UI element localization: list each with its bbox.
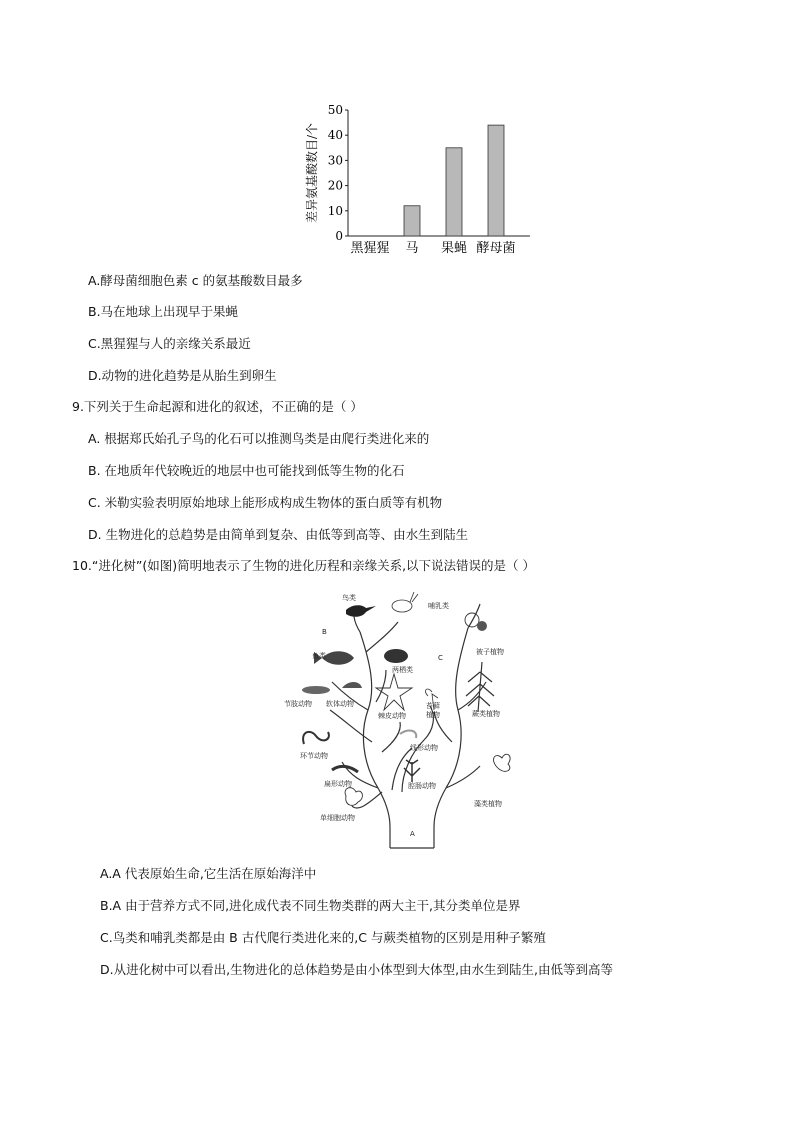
q8-option-d: D.动物的进化趋势是从胎生到卵生 [88,368,277,383]
evolution-tree-figure [282,592,544,850]
label-bird: 鸟类 [342,594,356,602]
label-angiosperm: 被子植物 [476,648,504,656]
chart-y-tick-label: 0 [335,229,343,243]
chart-x-tick-label: 酵母菌 [476,241,516,256]
label-flatworm: 扁形动物 [324,780,352,788]
q10-option-b: B.A 由于营养方式不同,进化成代表不同生物类群的两大主干,其分类单位是界 [100,898,521,913]
label-fern: 蕨类植物 [472,710,500,718]
q8-option-a: A.酵母菌细胞色素 c 的氨基酸数目最多 [88,273,303,288]
q9-option-b: B. 在地质年代较晚近的地层中也可能找到低等生物的化石 [88,463,405,478]
label-algae: 藻类植物 [474,800,502,808]
label-annelid: 环节动物 [300,752,328,760]
chart-bar [446,148,462,236]
label-echinoderm: 棘皮动物 [378,712,406,720]
chart-y-tick-label: 40 [327,128,343,143]
chart-y-tick-label: 10 [327,203,343,218]
chart-x-tick-label: 果蝇 [440,241,468,256]
chart-y-tick-label: 20 [327,178,343,193]
label-arthropod: 节肢动物 [284,700,312,708]
rabbit-icon [392,592,418,612]
q10-stem: 10.“进化树”(如图)简明地表示了生物的进化历程和亲缘关系,以下说法错误的是（ ） [72,558,536,573]
amino-acid-bar-chart [290,98,516,268]
label-moss-2: 植物 [426,711,440,719]
chart-y-tick-label: 50 [327,103,343,117]
label-fish: 鱼类 [312,652,326,660]
coral-icon [404,760,420,782]
q9-option-d: D. 生物进化的总趋势是由简单到复杂、由低等到高等、由水生到陆生 [88,527,469,542]
label-amphibian: 两栖类 [392,666,413,674]
fern-icon [466,662,494,712]
chart-bar [488,125,504,236]
label-mollusc: 软体动物 [326,700,354,708]
bird-icon [346,605,376,617]
tree-trunk [330,604,486,848]
q9-option-c: C. 米勒实验表明原始地球上能形成构成生物体的蛋白质等有机物 [88,495,443,510]
q10-option-a: A.A 代表原始生命,它生活在原始海洋中 [100,866,317,881]
snail-icon [342,682,362,688]
label-moss-1: 苔藓 [426,702,440,710]
label-protozoa: 单细胞动物 [320,814,355,822]
worm-icon [303,732,329,744]
q10-option-d: D.从进化树中可以看出,生物进化的总体趋势是由小体型到大体型,由水生到陆生,由低等到高等 [100,962,614,977]
label-c: C [438,654,443,662]
algae-icon [494,754,511,771]
label-a: A [410,830,415,838]
roundworm-icon [400,731,416,738]
q8-option-b: B.马在地球上出现早于果蝇 [88,304,239,319]
label-b: B [322,628,327,636]
chart-y-ticks [328,103,348,243]
amoeba-icon [345,788,362,806]
insect-icon [302,686,330,694]
label-coelenterate: 腔肠动物 [408,782,436,790]
q8-option-c: C.黑猩猩与人的亲缘关系最近 [88,336,251,351]
chart-y-tick-label: 30 [327,153,343,168]
q10-option-c: C.鸟类和哺乳类都是由 B 古代爬行类进化来的,C 与蕨类植物的区别是用种子繁殖 [100,930,546,945]
chart-x-tick-label: 黑猩猩 [350,241,390,256]
amphibian-icon [384,649,408,663]
chart-x-labels [350,240,515,256]
chart-bars [404,125,504,236]
label-mammal: 哺乳类 [428,602,449,610]
q9-stem: 9.下列关于生命起源和进化的叙述，不正确的是（ ） [72,399,363,414]
starfish-icon [376,674,412,710]
flatworm-icon [332,766,358,772]
chart-x-tick-label: 马 [405,241,419,256]
q9-option-a: A. 根据郑氏始孔子鸟的化石可以推测鸟类是由爬行类进化来的 [88,431,430,446]
label-nematode: 线形动物 [410,744,438,752]
chart-bar [404,206,420,236]
chart-y-axis-label: 差异氨基酸数目/个 [305,122,319,224]
